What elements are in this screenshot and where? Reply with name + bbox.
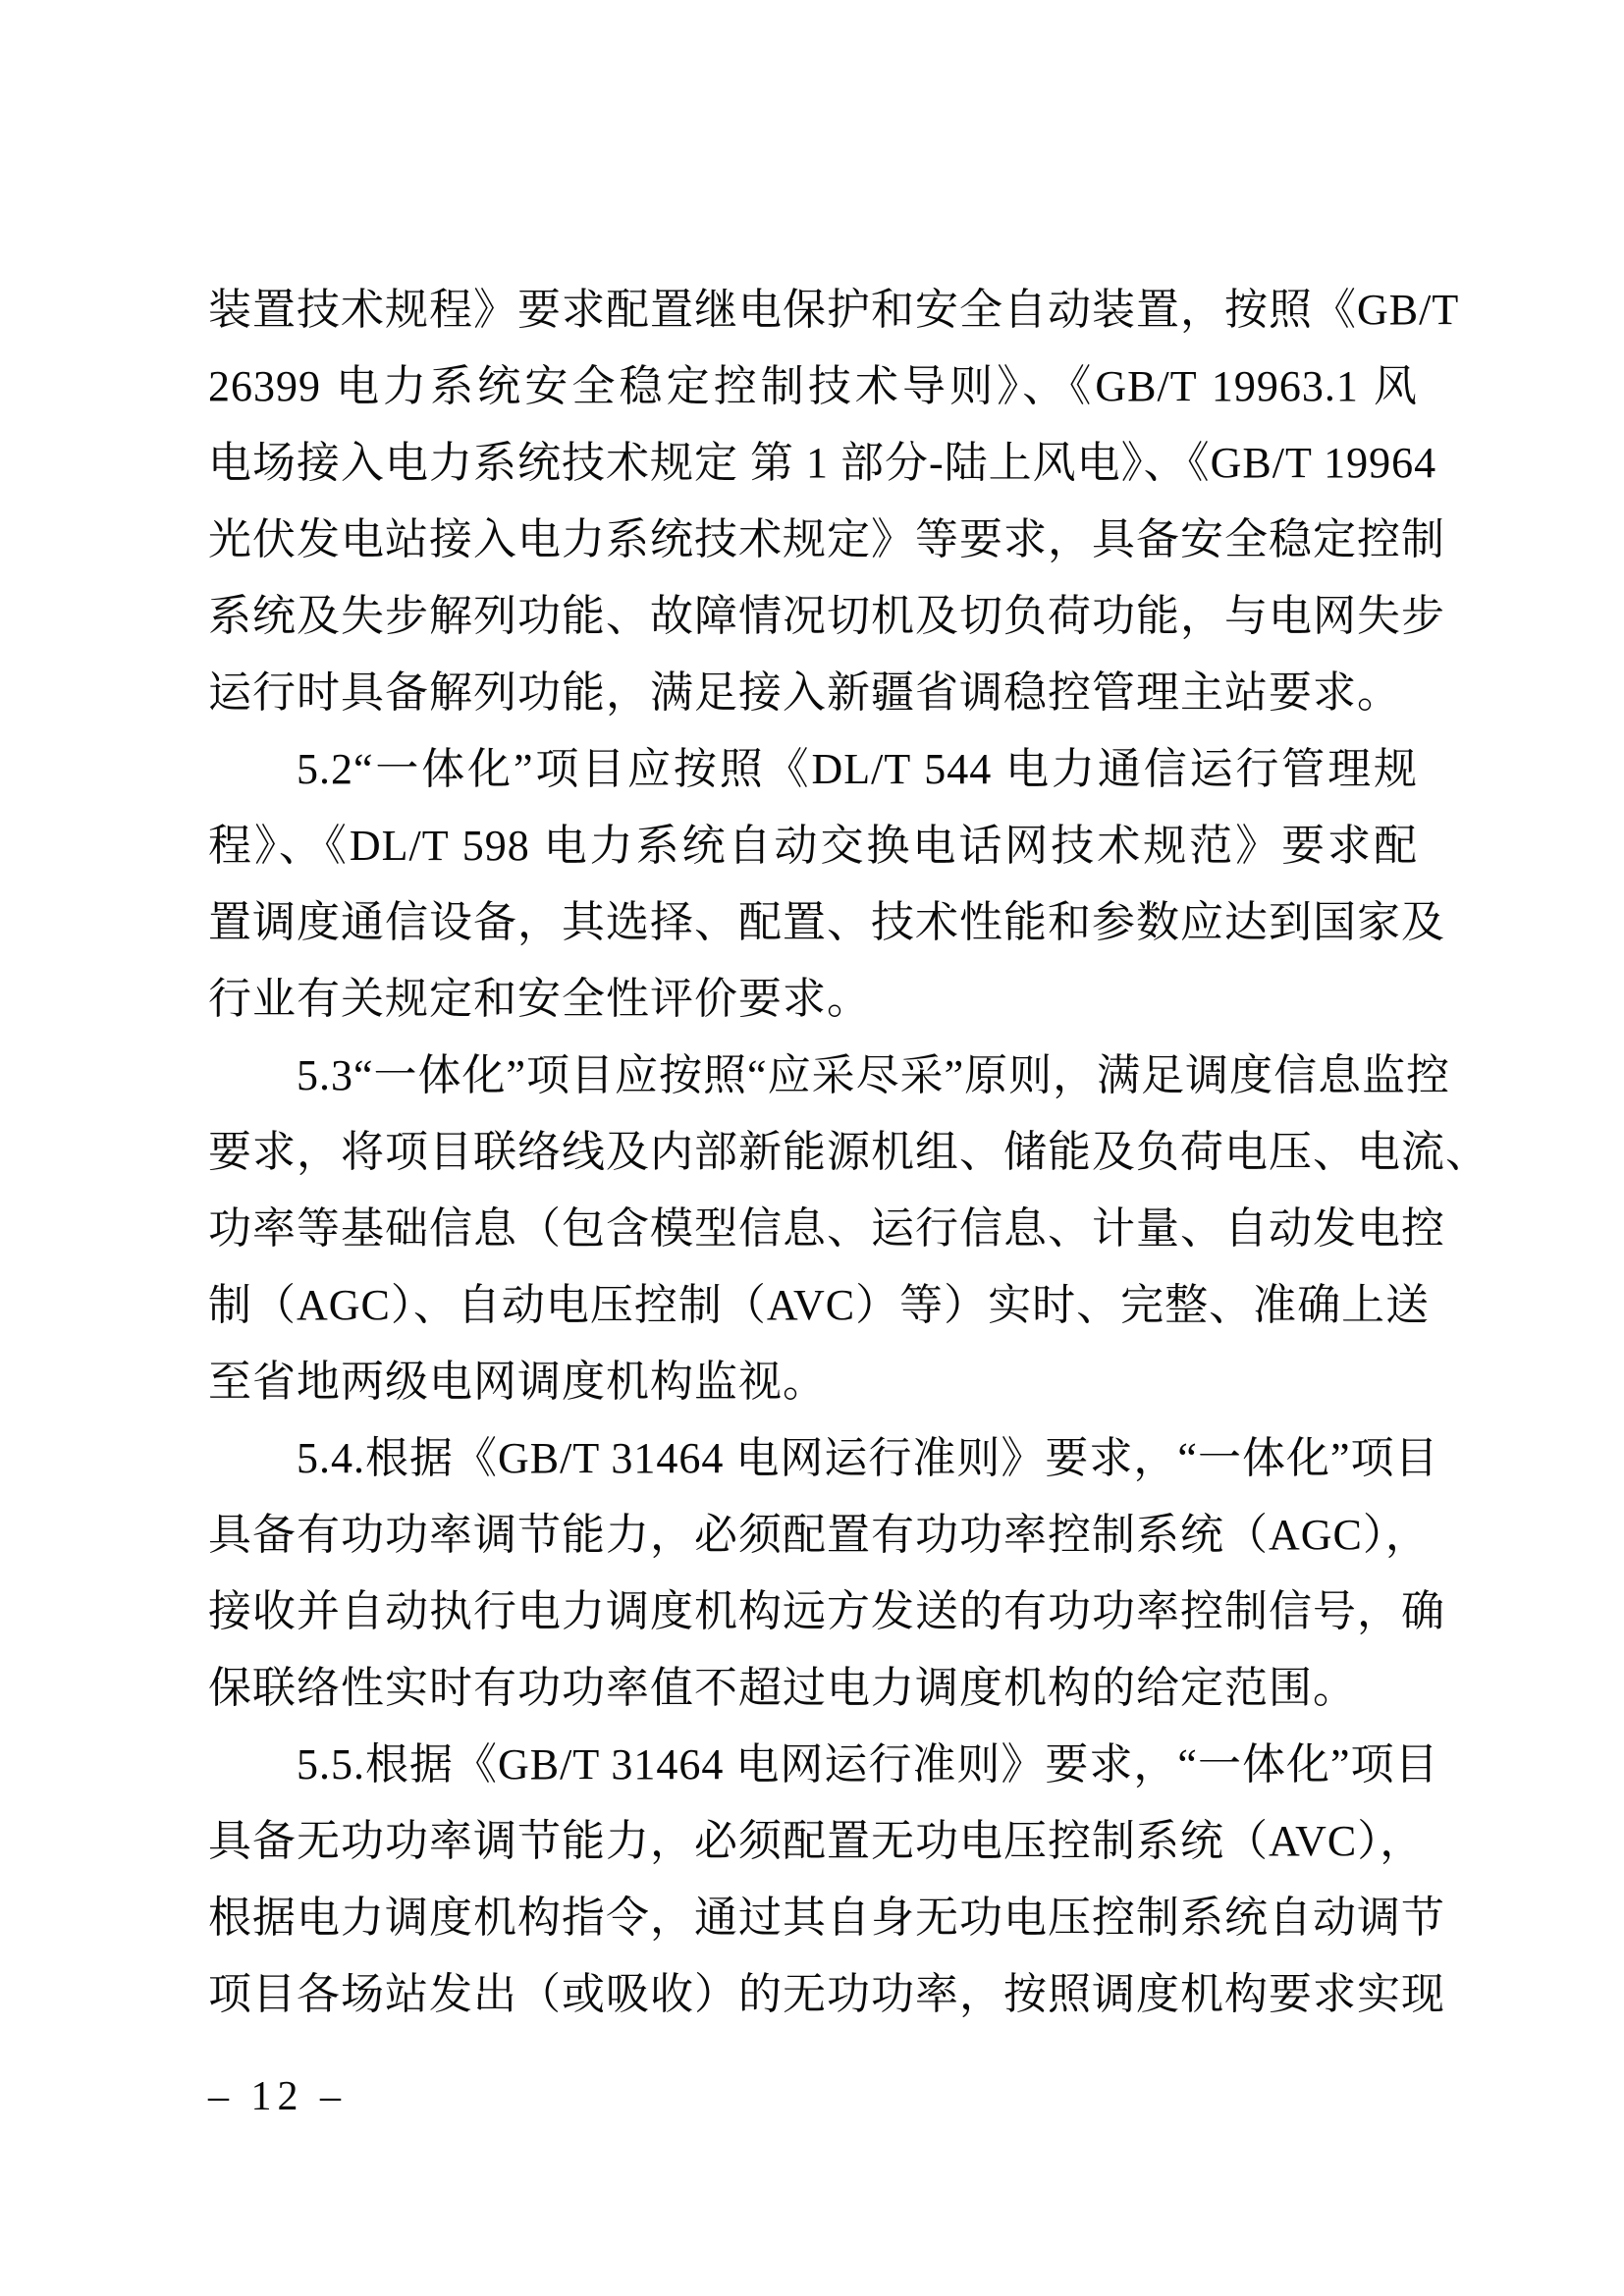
section-5-2-start-line: 5.2“一体化”项目应按照《DL/T 544 电力通信运行管理规 (297, 745, 1418, 793)
text-line: 26399 电力系统安全稳定控制技术导则》、《GB/T 19963.1 风 (208, 362, 1418, 410)
text-line: 光伏发电站接入电力系统技术规定》等要求，具备安全稳定控制 (208, 515, 1445, 563)
document-body (208, 272, 1489, 2033)
text-line: 运行时具备解列功能，满足接入新疆省调稳控管理主站要求。 (208, 668, 1401, 717)
section-5-5-start-line: 5.5.根据《GB/T 31464 电网运行准则》要求，“一体化”项目 (297, 1740, 1439, 1789)
text-line: 程》、《DL/T 598 电力系统自动交换电话网技术规范》要求配 (208, 822, 1418, 870)
text-line: 制（AGC）、自动电压控制（AVC）等）实时、完整、准确上送 (208, 1281, 1431, 1329)
text-line: 接收并自动执行电力调度机构远方发送的有功功率控制信号，确 (208, 1587, 1445, 1635)
section-5-3-start-line: 5.3“一体化”项目应按照“应采尽采”原则，满足调度信息监控 (297, 1051, 1451, 1099)
text-line: 功率等基础信息（包含模型信息、运行信息、计量、自动发电控 (208, 1204, 1445, 1253)
text-line: 项目各场站发出（或吸收）的无功功率，按照调度机构要求实现 (208, 1970, 1445, 2018)
text-line: 置调度通信设备，其选择、配置、技术性能和参数应达到国家及 (208, 898, 1445, 946)
text-line: 要求，将项目联络线及内部新能源机组、储能及负荷电压、电流、 (208, 1128, 1489, 1176)
text-line: 具备无功功率调节能力，必须配置无功电压控制系统（AVC）， (208, 1817, 1425, 1865)
page-number: – 12 – (208, 2074, 347, 2119)
text-line: 装置技术规程》要求配置继电保护和安全自动装置，按照《GB/T (208, 286, 1460, 334)
text-line: 行业有关规定和安全性评价要求。 (208, 975, 871, 1023)
section-5-4-start-line: 5.4.根据《GB/T 31464 电网运行准则》要求，“一体化”项目 (297, 1434, 1439, 1482)
text-line: 根据电力调度机构指令，通过其自身无功电压控制系统自动调节 (208, 1894, 1445, 1942)
text-line: 至省地两级电网调度机构监视。 (208, 1358, 827, 1406)
text-line: 保联络性实时有功功率值不超过电力调度机构的给定范围。 (208, 1664, 1357, 1712)
text-line: 电场接入电力系统技术规定 第 1 部分-陆上风电》、《GB/T 19964 (208, 439, 1437, 487)
text-line: 具备有功功率调节能力，必须配置有功功率控制系统（AGC）， (208, 1511, 1430, 1559)
text-line: 系统及失步解列功能、故障情况切机及切负荷功能，与电网失步 (208, 592, 1445, 640)
